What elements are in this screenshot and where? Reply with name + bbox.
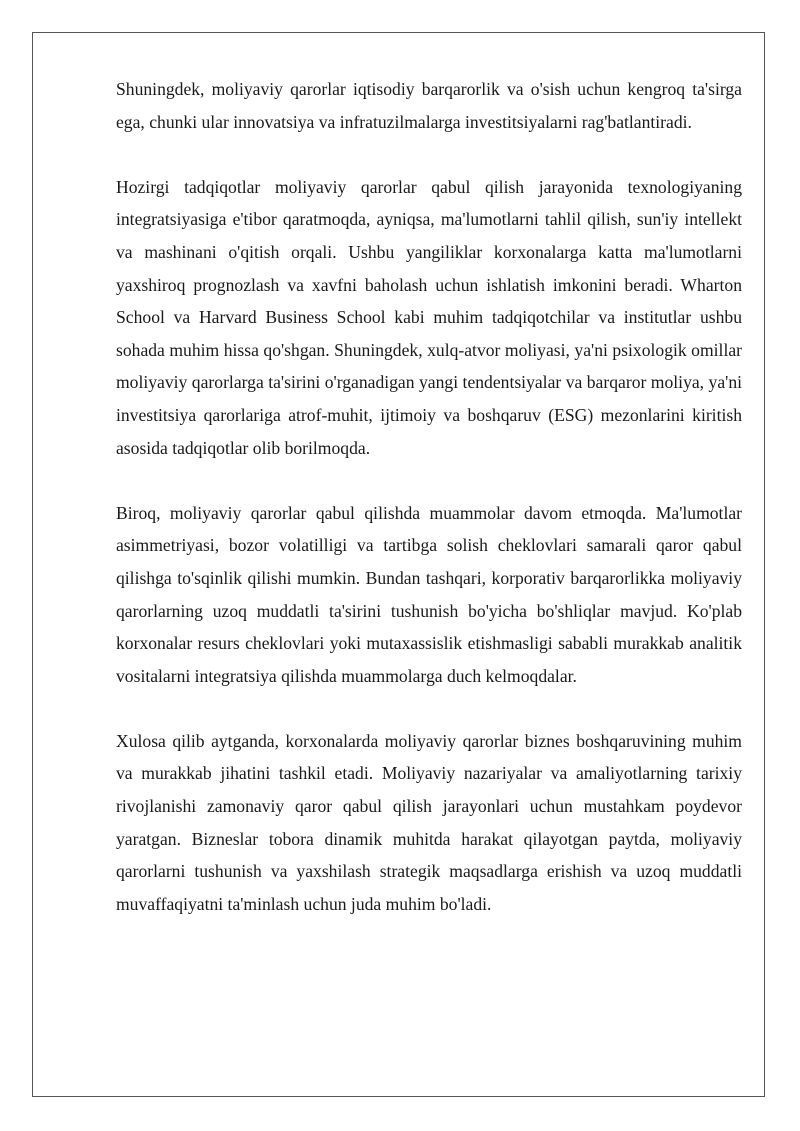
document-body (116, 73, 742, 953)
paragraph-challenges: Biroq, moliyaviy qarorlar qabul qilishda muammolar davom etmoqda. Ma'lumotlar asimmetriyasi, bozor volatilligi va tartibga solish cheklovlari samarali qaror qabul qilishga to'sqinlik qilishi mumkin. Bundan tashqari, korporativ barqarorlikka moliyaviy qarorlarning uzoq muddatli ta'sirini tushunish bo'yicha bo'shliqlar mavjud. Ko'plab korxonalar resurs cheklovlari yoki mutaxassislik etishmasligi sababli murakkab analitik vositalarni integratsiya qilishda muammolarga duch kelmoqdalar. (116, 502, 742, 686)
paragraph-current-research: Hozirgi tadqiqotlar moliyaviy qarorlar qabul qilish jarayonida texnologiyaning integratsiyasiga e'tibor qaratmoqda, ayniqsa, ma'lumotlarni tahlil qilish, sun'iy intellekt va mashinani o'qitish orqali. Ushbu yangiliklar korxonalarga katta ma'lumotlarni yaxshiroq prognozlash va xavfni baholash uchun ishlatish imkonini beradi. Wharton School va Harvard Business School kabi muhim tadqiqotchilar va institutlar ushbu sohada muhim hissa qo'shgan. Shuningdek, xulq-atvor moliyasi, ya'ni psixologik omillar moliyaviy qarorlarga ta'sirini o'rganadigan yangi tendentsiyalar va barqaror moliya, ya'ni investitsiya qarorlariga atrof-muhit, ijtimoiy va boshqaruv (ESG) mezonlarini kiritish asosida tadqiqotlar olib borilmoqda. (116, 176, 742, 458)
paragraph-conclusion: Xulosa qilib aytganda, korxonalarda moliyaviy qarorlar biznes boshqaruvining muhim va murakkab jihatini tashkil etadi. Moliyaviy nazariyalar va amaliyotlarning tarixiy rivojlanishi zamonaviy qaror qabul qilish jarayonlari uchun mustahkam poydevor yaratgan. Bizneslar tobora dinamik muhitda harakat qilayotgan paytda, moliyaviy qarorlarni tushunish va yaxshilash strategik maqsadlarga erishish va uzoq muddatli muvaffaqiyatni ta'minlash uchun juda muhim bo'ladi. (116, 730, 742, 914)
paragraph-financial-impact: Shuningdek, moliyaviy qarorlar iqtisodiy barqarorlik va o'sish uchun kengroq ta'sirga ega, chunki ular innovatsiya va infratuzilmalarga investitsiyalarni rag'batlantiradi. (116, 79, 742, 132)
